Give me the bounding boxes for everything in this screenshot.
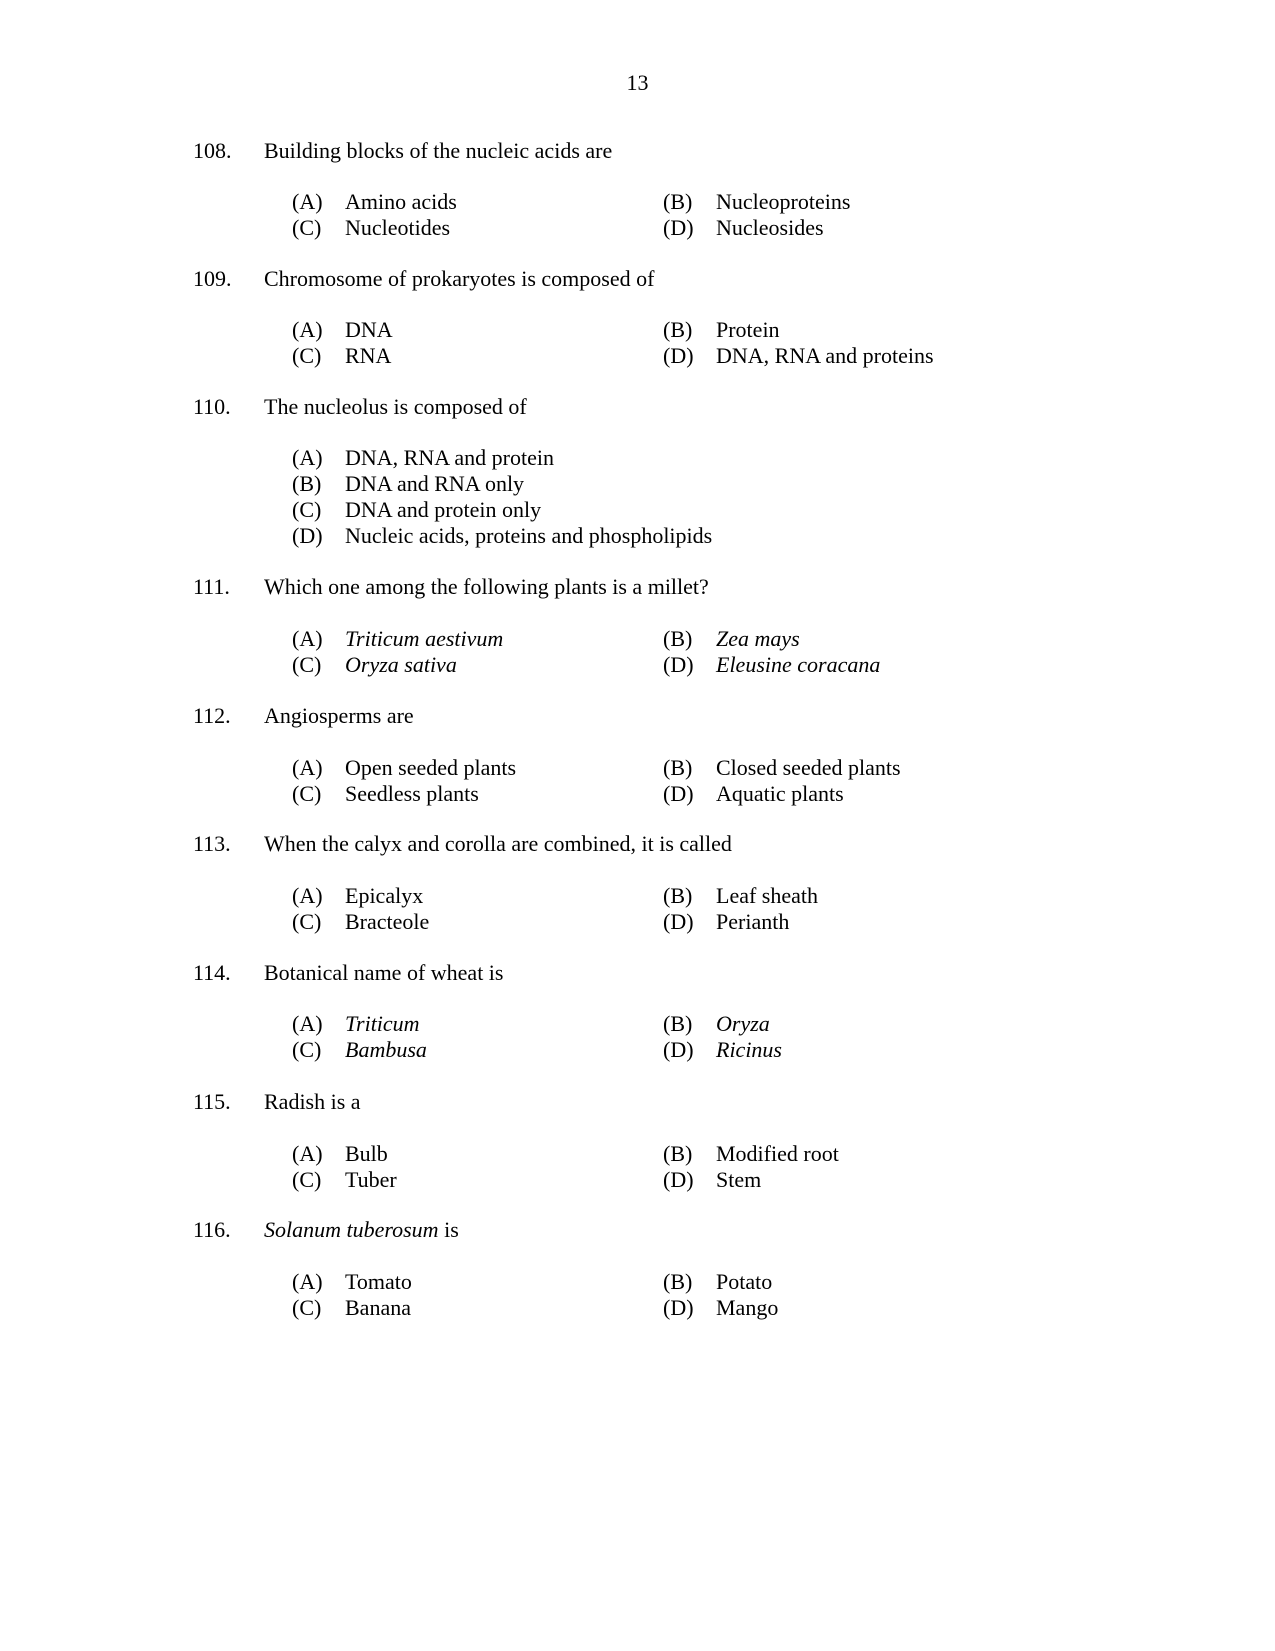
option-text: Oryza <box>716 1011 770 1036</box>
option-label: (D) <box>663 215 694 240</box>
option-label: (B) <box>663 1011 693 1036</box>
option-label: (B) <box>663 883 693 908</box>
option-text: Potato <box>716 1269 773 1294</box>
option-text: Bambusa <box>345 1037 427 1062</box>
option-text: Nucleotides <box>345 215 451 240</box>
question-text: Building blocks of the nucleic acids are <box>264 138 613 163</box>
option-text: Nucleosides <box>716 215 824 240</box>
option-label: (D) <box>663 1037 694 1062</box>
question-text: Chromosome of prokaryotes is composed of <box>264 266 655 291</box>
page-number: 13 <box>626 70 649 95</box>
option-text: Triticum <box>345 1011 420 1036</box>
option-label: (A) <box>292 755 323 780</box>
option-text: Ricinus <box>716 1037 782 1062</box>
option-text: Closed seeded plants <box>716 755 901 780</box>
option-text: RNA <box>345 343 392 368</box>
option-label: (B) <box>663 317 693 342</box>
question-text: Radish is a <box>264 1089 361 1114</box>
option-label: (C) <box>292 652 322 677</box>
question-number: 109. <box>193 266 232 291</box>
option-label: (A) <box>292 1269 323 1294</box>
question-number: 108. <box>193 138 232 163</box>
option-label: (C) <box>292 909 322 934</box>
option-label: (A) <box>292 445 323 470</box>
option-label: (A) <box>292 189 323 214</box>
option-text: DNA, RNA and proteins <box>716 343 934 368</box>
option-text: DNA <box>345 317 393 342</box>
option-text: Epicalyx <box>345 883 424 908</box>
question-text <box>264 1219 459 1241</box>
option-label: (D) <box>292 523 323 548</box>
option-label: (A) <box>292 1141 323 1166</box>
question-number: 112. <box>193 703 231 728</box>
question-number: 111. <box>193 574 230 599</box>
option-text: Bulb <box>345 1141 388 1166</box>
question-number: 110. <box>193 394 231 419</box>
option-label: (D) <box>663 652 694 677</box>
option-label: (C) <box>292 497 322 522</box>
option-text: Oryza sativa <box>345 652 457 677</box>
option-text: Tomato <box>345 1269 412 1294</box>
option-label: (C) <box>292 1295 322 1320</box>
option-text: Bracteole <box>345 909 430 934</box>
option-text: Perianth <box>716 909 790 934</box>
option-label: (B) <box>292 471 322 496</box>
option-text: DNA, RNA and protein <box>345 445 554 470</box>
question-number: 115. <box>193 1089 231 1114</box>
option-label: (B) <box>663 1269 693 1294</box>
option-text: Banana <box>345 1295 411 1320</box>
option-label: (C) <box>292 1037 322 1062</box>
question-text: Which one among the following plants is a millet? <box>264 574 709 599</box>
option-label: (D) <box>663 343 694 368</box>
question-text-rest: is <box>438 1217 459 1242</box>
option-label: (C) <box>292 1167 322 1192</box>
option-text: Stem <box>716 1167 762 1192</box>
option-text: Triticum aestivum <box>345 626 504 651</box>
option-text: Tuber <box>345 1167 397 1192</box>
option-label: (B) <box>663 626 693 651</box>
option-text: DNA and RNA only <box>345 471 525 496</box>
option-label: (D) <box>663 1295 694 1320</box>
question-number: 113. <box>193 831 231 856</box>
option-label: (D) <box>663 1167 694 1192</box>
question-text: Botanical name of wheat is <box>264 960 504 985</box>
option-label: (C) <box>292 781 322 806</box>
option-text: Open seeded plants <box>345 755 517 780</box>
option-text: Nucleoproteins <box>716 189 851 214</box>
option-label: (D) <box>663 781 694 806</box>
question-number: 114. <box>193 960 231 985</box>
option-text: DNA and protein only <box>345 497 542 522</box>
option-text: Zea mays <box>716 626 800 651</box>
option-label: (A) <box>292 1011 323 1036</box>
option-label: (B) <box>663 189 693 214</box>
question-text-italic: Solanum tuberosum <box>264 1217 439 1242</box>
option-label: (C) <box>292 215 322 240</box>
option-label: (B) <box>663 755 693 780</box>
option-label: (C) <box>292 343 322 368</box>
option-text: Seedless plants <box>345 781 479 806</box>
option-text: Amino acids <box>345 189 457 214</box>
option-label: (A) <box>292 626 323 651</box>
question-number: 116. <box>193 1217 231 1242</box>
option-label: (A) <box>292 317 323 342</box>
option-label: (A) <box>292 883 323 908</box>
option-text: Leaf sheath <box>716 883 818 908</box>
option-text: Aquatic plants <box>716 781 844 806</box>
option-text: Protein <box>716 317 780 342</box>
option-text: Eleusine coracana <box>716 652 881 677</box>
question-text: When the calyx and corolla are combined, it is called <box>264 831 732 856</box>
option-label: (D) <box>663 909 694 934</box>
question-text: The nucleolus is composed of <box>264 394 527 419</box>
option-text: Mango <box>716 1295 779 1320</box>
option-text: Nucleic acids, proteins and phospholipids <box>345 523 713 548</box>
question-text: Angiosperms are <box>264 703 414 728</box>
option-text: Modified root <box>716 1141 839 1166</box>
option-label: (B) <box>663 1141 693 1166</box>
